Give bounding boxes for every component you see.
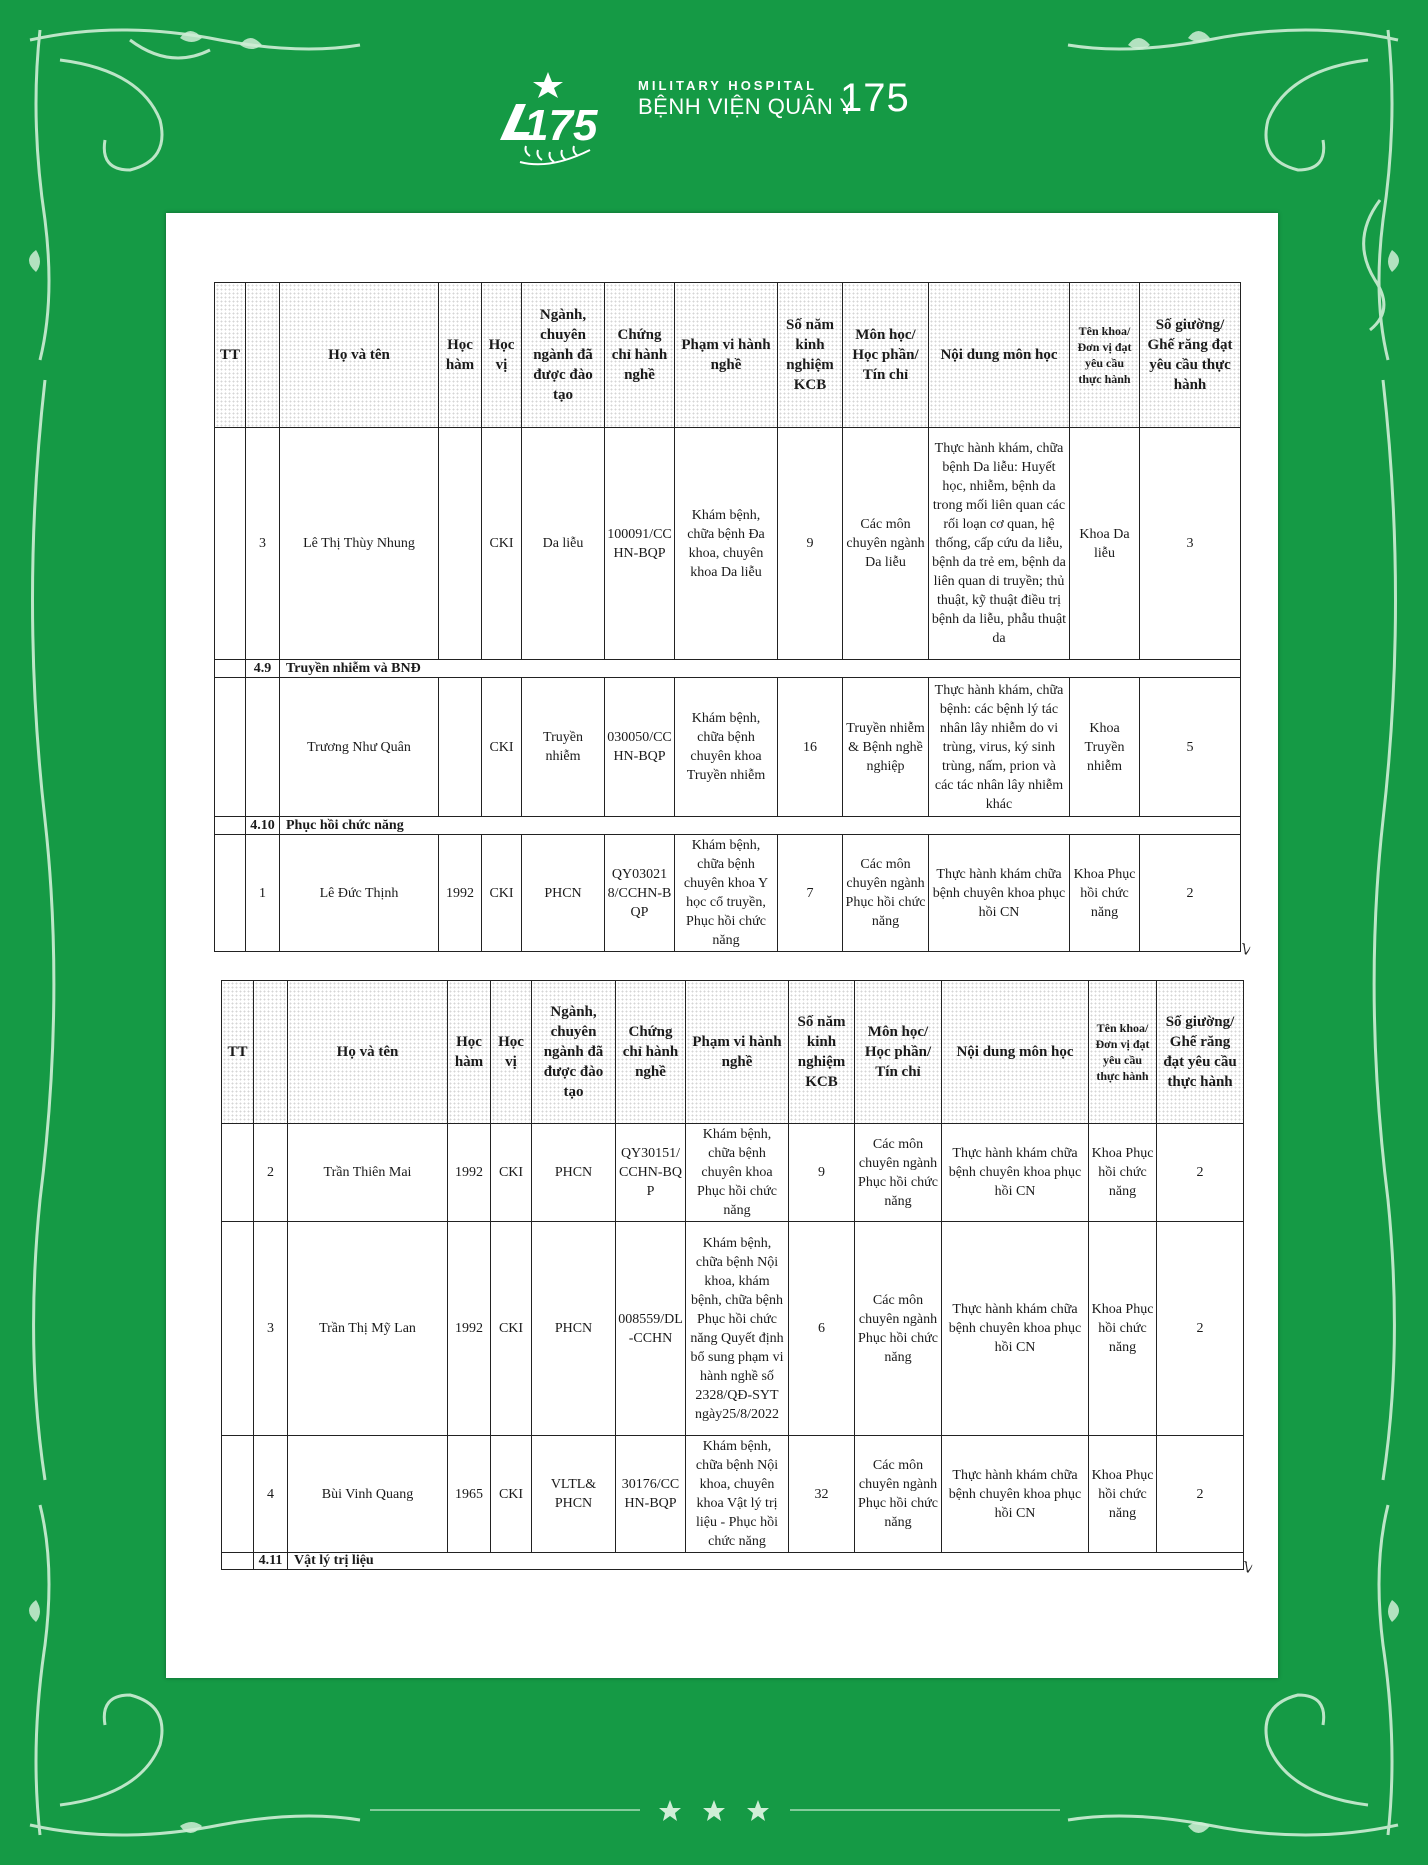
cell-hoc-vi: CKI: [482, 678, 522, 817]
header-row: [222, 981, 1244, 1124]
cell-noi-dung: Thực hành khám chữa bệnh chuyên khoa phục hồi CN: [942, 1222, 1089, 1436]
cell-hoc-ham: 1992: [439, 835, 482, 952]
col-nganh: Ngành, chuyên ngành đã được đào tạo: [522, 283, 605, 428]
cell-so-nam: 9: [778, 428, 843, 660]
cell-ten-khoa: Khoa Phục hồi chức năng: [1089, 1436, 1157, 1553]
cell-ten-khoa: Khoa Phục hồi chức năng: [1070, 835, 1140, 952]
table-row: [222, 1436, 1244, 1553]
col-hoc-ham: Học hàm: [439, 283, 482, 428]
cell-hoc-ham: [439, 428, 482, 660]
table-row: [215, 835, 1241, 952]
cell-mon-hoc: Các môn chuyên ngành Phục hồi chức năng: [855, 1222, 942, 1436]
col-tt: TT: [215, 283, 246, 428]
cell-so-nam: 9: [789, 1124, 855, 1222]
cell-tt: [222, 1124, 254, 1222]
cell-hoc-vi: CKI: [482, 835, 522, 952]
cell-ten-khoa: Khoa Da liễu: [1070, 428, 1140, 660]
cell-sub: 3: [254, 1222, 288, 1436]
section-title: Phục hồi chức năng: [280, 817, 1241, 835]
cell-empty: [222, 1553, 254, 1570]
col-ten-khoa: Tên khoa/ Đơn vị đạt yêu cầu thực hành: [1070, 283, 1140, 428]
cell-so-nam: 32: [789, 1436, 855, 1553]
cell-hoc-vi: CKI: [482, 428, 522, 660]
section-row: [222, 1553, 1244, 1570]
cell-empty: [215, 660, 246, 678]
cell-noi-dung: Thực hành khám chữa bệnh chuyên khoa phục hồi CN: [942, 1124, 1089, 1222]
cell-so-giuong: 2: [1140, 835, 1241, 952]
cell-hoc-ham: 1992: [448, 1124, 491, 1222]
col-chung-chi: Chứng chỉ hành nghề: [616, 981, 686, 1124]
cell-chung-chi: 100091/CCHN-BQP: [605, 428, 675, 660]
col-noi-dung: Nội dung môn học: [929, 283, 1070, 428]
cell-nganh: VLTL& PHCN: [532, 1436, 616, 1553]
cell-ho-ten: Lê Thị Thùy Nhung: [280, 428, 439, 660]
col-ten-khoa: Tên khoa/ Đơn vị đạt yêu cầu thực hành: [1089, 981, 1157, 1124]
cell-ho-ten: Trần Thiên Mai: [288, 1124, 448, 1222]
cell-so-giuong: 2: [1157, 1124, 1244, 1222]
cell-chung-chi: 030050/CCHN-BQP: [605, 678, 675, 817]
cell-chung-chi: QY30151/CCHN-BQP: [616, 1124, 686, 1222]
cell-tt: [222, 1222, 254, 1436]
col-ho-ten: Họ và tên: [288, 981, 448, 1124]
table-row: [222, 1124, 1244, 1222]
col-mon-hoc: Môn học/ Học phần/ Tín chỉ: [843, 283, 929, 428]
cell-hoc-ham: 1992: [448, 1222, 491, 1436]
cell-hoc-ham: [439, 678, 482, 817]
section-code: 4.10: [246, 817, 280, 835]
cell-so-nam: 7: [778, 835, 843, 952]
header-row: [215, 283, 1241, 428]
cell-noi-dung: Thực hành khám, chữa bệnh Da liễu: Huyết học, nhiễm, bệnh da trong mối liên quan các rối loạn cơ quan, hệ thống, cấp cứu da liễu, bệnh da trẻ em, bệnh da liên quan di truyền; thủ thuật, kỹ thuật điều trị bệnh da liễu, phẫu thuật da: [929, 428, 1070, 660]
cell-mon-hoc: Truyền nhiễm & Bệnh nghề nghiệp: [843, 678, 929, 817]
section-code: 4.9: [246, 660, 280, 678]
cell-pham-vi: Khám bệnh, chữa bệnh Nội khoa, khám bệnh, chữa bệnh Phục hồi chức năng Quyết định bổ sung phạm vi hành nghề số 2328/QĐ-SYT ngày25/8/2022: [686, 1222, 789, 1436]
section-row: [215, 660, 1241, 678]
hospital-logo-icon: [490, 70, 630, 170]
col-so-nam: Số năm kinh nghiệm KCB: [778, 283, 843, 428]
col-ho-ten: Họ và tên: [280, 283, 439, 428]
col-hoc-ham: Học hàm: [448, 981, 491, 1124]
section-title: Truyền nhiễm và BNĐ: [280, 660, 1241, 678]
cell-mon-hoc: Các môn chuyên ngành Phục hồi chức năng: [855, 1124, 942, 1222]
cell-chung-chi: QY030218/CCHN-BQP: [605, 835, 675, 952]
cell-tt: [215, 835, 246, 952]
col-noi-dung: Nội dung môn học: [942, 981, 1089, 1124]
handwritten-tick: ﾚ: [1240, 938, 1254, 961]
col-so-giuong: Số giường/ Ghế răng đạt yêu cầu thực hành: [1140, 283, 1241, 428]
cell-mon-hoc: Các môn chuyên ngành Phục hồi chức năng: [855, 1436, 942, 1553]
staff-table-1: [214, 282, 1241, 952]
handwritten-tick: ﾚ: [1242, 1556, 1256, 1579]
cell-mon-hoc: Các môn chuyên ngành Da liễu: [843, 428, 929, 660]
staff-table-2: [221, 980, 1244, 1570]
section-code: 4.11: [254, 1553, 288, 1570]
cell-ten-khoa: Khoa Phục hồi chức năng: [1089, 1124, 1157, 1222]
section-title: Vật lý trị liệu: [288, 1553, 1244, 1570]
cell-sub: 4: [254, 1436, 288, 1553]
cell-tt: [222, 1436, 254, 1553]
table-row: [215, 428, 1241, 660]
cell-nganh: PHCN: [522, 835, 605, 952]
cell-sub: 2: [254, 1124, 288, 1222]
col-mon-hoc: Môn học/ Học phần/ Tín chỉ: [855, 981, 942, 1124]
table-row: [222, 1222, 1244, 1436]
hospital-name-en: MILITARY HOSPITAL: [638, 78, 818, 93]
cell-so-nam: 16: [778, 678, 843, 817]
table-row: [215, 678, 1241, 817]
cell-pham-vi: Khám bệnh, chữa bệnh Đa khoa, chuyên khoa Da liễu: [675, 428, 778, 660]
cell-pham-vi: Khám bệnh, chữa bệnh chuyên khoa Y học cổ truyền, Phục hồi chức năng: [675, 835, 778, 952]
cell-ho-ten: Trương Như Quân: [280, 678, 439, 817]
scanned-document: [166, 213, 1278, 1678]
cell-pham-vi: Khám bệnh, chữa bệnh chuyên khoa Phục hồi chức năng: [686, 1124, 789, 1222]
cell-so-giuong: 2: [1157, 1222, 1244, 1436]
cell-empty: [215, 817, 246, 835]
cell-pham-vi: Khám bệnh, chữa bệnh Nội khoa, chuyên khoa Vật lý trị liệu - Phục hồi chức năng: [686, 1436, 789, 1553]
hospital-number: 175: [840, 76, 910, 120]
cell-nganh: Da liễu: [522, 428, 605, 660]
col-chung-chi: Chứng chỉ hành nghề: [605, 283, 675, 428]
col-pham-vi: Phạm vi hành nghề: [686, 981, 789, 1124]
cell-ho-ten: Trần Thị Mỹ Lan: [288, 1222, 448, 1436]
cell-noi-dung: Thực hành khám chữa bệnh chuyên khoa phục hồi CN: [942, 1436, 1089, 1553]
cell-tt: [215, 678, 246, 817]
col-nganh: Ngành, chuyên ngành đã được đào tạo: [532, 981, 616, 1124]
cell-hoc-vi: CKI: [491, 1436, 532, 1553]
col-sub: [246, 283, 280, 428]
cell-so-nam: 6: [789, 1222, 855, 1436]
cell-chung-chi: 30176/CCHN-BQP: [616, 1436, 686, 1553]
cell-hoc-ham: 1965: [448, 1436, 491, 1553]
cell-hoc-vi: CKI: [491, 1124, 532, 1222]
cell-so-giuong: 2: [1157, 1436, 1244, 1553]
col-pham-vi: Phạm vi hành nghề: [675, 283, 778, 428]
cell-sub: 3: [246, 428, 280, 660]
cell-mon-hoc: Các môn chuyên ngành Phục hồi chức năng: [843, 835, 929, 952]
col-so-nam: Số năm kinh nghiệm KCB: [789, 981, 855, 1124]
cell-hoc-vi: CKI: [491, 1222, 532, 1436]
cell-nganh: PHCN: [532, 1124, 616, 1222]
cell-sub: 1: [246, 835, 280, 952]
cell-so-giuong: 3: [1140, 428, 1241, 660]
col-hoc-vi: Học vị: [482, 283, 522, 428]
col-sub: [254, 981, 288, 1124]
cell-nganh: PHCN: [532, 1222, 616, 1436]
cell-ho-ten: Lê Đức Thịnh: [280, 835, 439, 952]
hospital-name-vn: BỆNH VIỆN QUÂN Y: [638, 94, 855, 119]
cell-tt: [215, 428, 246, 660]
cell-chung-chi: 008559/DL-CCHN: [616, 1222, 686, 1436]
cell-noi-dung: Thực hành khám chữa bệnh chuyên khoa phục hồi CN: [929, 835, 1070, 952]
col-hoc-vi: Học vị: [491, 981, 532, 1124]
cell-nganh: Truyền nhiễm: [522, 678, 605, 817]
logo-text: 175: [524, 101, 598, 150]
section-row: [215, 817, 1241, 835]
cell-ho-ten: Bùi Vinh Quang: [288, 1436, 448, 1553]
cell-sub: [246, 678, 280, 817]
hospital-header: [0, 52, 1428, 162]
col-tt: TT: [222, 981, 254, 1124]
cell-so-giuong: 5: [1140, 678, 1241, 817]
cell-pham-vi: Khám bệnh, chữa bệnh chuyên khoa Truyền nhiễm: [675, 678, 778, 817]
cell-ten-khoa: Khoa Truyền nhiễm: [1070, 678, 1140, 817]
cell-noi-dung: Thực hành khám, chữa bệnh: các bệnh lý tác nhân lây nhiễm do vi trùng, virus, ký sinh trùng, nấm, prion và các tác nhân lây nhiễm khác: [929, 678, 1070, 817]
col-so-giuong: Số giường/ Ghế răng đạt yêu cầu thực hành: [1157, 981, 1244, 1124]
cell-ten-khoa: Khoa Phục hồi chức năng: [1089, 1222, 1157, 1436]
